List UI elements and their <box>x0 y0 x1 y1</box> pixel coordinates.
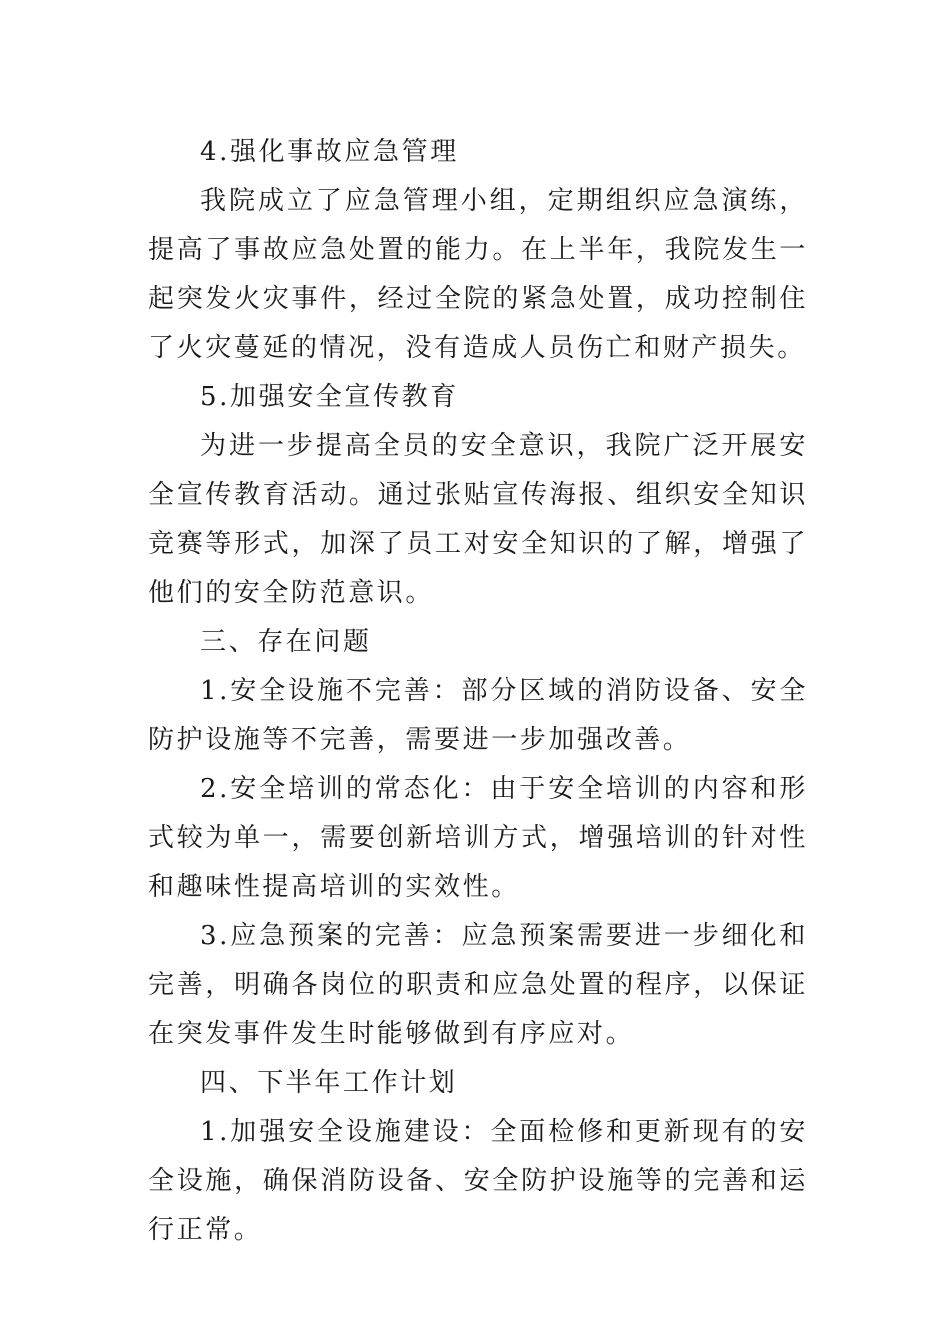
heading-emergency-management: 4.强化事故应急管理 <box>200 137 459 167</box>
paragraph-emergency-management: 我院成立了应急管理小组，定期组织应急演练，提高了事故应急处置的能力。在上半年，我院发生一起突发火灾事件，经过全院的紧急处置，成功控制住了火灾蔓延的情况，没有造成人员伤亡和财产损失。 <box>148 186 808 363</box>
paragraph-safety-education: 为进一步提高全员的安全意识，我院广泛开展安全宣传教育活动。通过张贴宣传海报、组织安全知识竞赛等形式，加深了员工对安全知识的了解，增强了他们的安全防范意识。 <box>148 431 808 608</box>
plan-item-facilities: 1.加强安全设施建设：全面检修和更新现有的安全设施，确保消防设备、安全防护设施等的完善和运行正常。 <box>148 1117 808 1245</box>
problem-item-facilities: 1.安全设施不完善：部分区域的消防设备、安全防护设施等不完善，需要进一步加强改善。 <box>148 676 808 755</box>
heading-existing-problems: 三、存在问题 <box>200 627 372 657</box>
heading-second-half-plan: 四、下半年工作计划 <box>200 1068 458 1098</box>
problem-item-training: 2.安全培训的常态化：由于安全培训的内容和形式较为单一，需要创新培训方式，增强培训的针对性和趣味性提高培训的实效性。 <box>148 774 808 902</box>
heading-safety-education: 5.加强安全宣传教育 <box>200 382 459 412</box>
problem-item-emergency-plan: 3.应急预案的完善：应急预案需要进一步细化和完善，明确各岗位的职责和应急处置的程序，以保证在突发事件发生时能够做到有序应对。 <box>148 921 808 1049</box>
document-body <box>148 128 808 1255</box>
